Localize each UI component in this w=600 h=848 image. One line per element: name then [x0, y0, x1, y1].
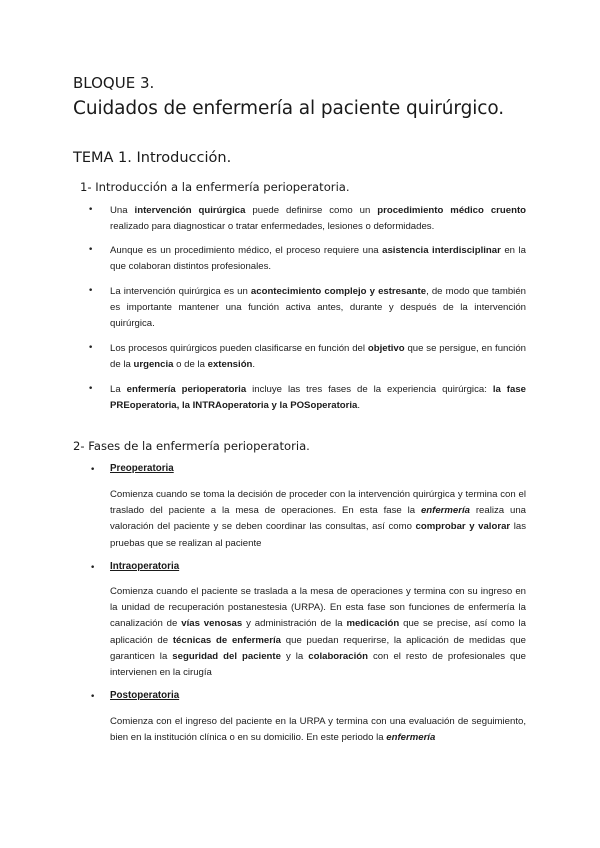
section-1-heading: 1- Introducción a la enfermería perioperatoria. — [80, 180, 350, 194]
bullet-paragraph: La enfermería perioperatoria incluye las tres fases de la experiencia quirúrgica: la fase PREoperatoria, la INTRAoperatoria y la POSoperatoria. — [110, 384, 526, 412]
phase-title-postoperatoria: Postoperatoria — [110, 690, 180, 701]
block-label: BLOQUE 3. — [73, 74, 155, 92]
bullet-paragraph: Aunque es un procedimiento médico, el proceso requiere una asistencia interdisciplinar en la que colaboran distintos profesionales. — [110, 245, 526, 273]
topic-heading: TEMA 1. Introducción. — [73, 150, 232, 166]
bullet-icon: • — [88, 245, 94, 255]
bullet-icon: • — [88, 286, 94, 296]
bullet-paragraph: Una intervención quirúrgica puede definirse como un procedimiento médico cruento realizado para diagnosticar o tratar enfermedades, lesiones o deformidades. — [110, 205, 527, 233]
bullet-icon: • — [88, 343, 94, 353]
bullet-icon: • — [88, 384, 94, 394]
phase-description: Comienza cuando el paciente se traslada a la mesa de operaciones y termina con su ingreso en la unidad de recuperación postanestesia (URPA). En esta fase son funciones de enfermería la canalización de vías venosas y administración de la medicación que se precise, así como la aplicación de técnicas de enfermería que puedan requerirse, la aplicación de medidas que garanticen la seguridad del paciente y la colaboración con el resto de profesionales que intervienen en la cirugía — [110, 586, 527, 679]
phase-description: Comienza cuando se toma la decisión de proceder con la intervención quirúrgica y termina con el traslado del paciente a la mesa de operaciones. En esta fase la enfermería realiza una valoración del paciente y se deben coordinar las consultas, así como comprobar y valorar las pruebas que se realizan al paciente — [110, 489, 526, 549]
bullet-icon: • — [88, 205, 94, 215]
bullet-paragraph: La intervención quirúrgica es un acontecimiento complejo y estresante, de modo que también es importante mantener una función activa antes, durante y después de la intervención quirúrgica. — [110, 286, 526, 330]
page-title: Cuidados de enfermería al paciente quirúrgico. — [73, 98, 505, 119]
section-2-heading: 2- Fases de la enfermería perioperatoria. — [73, 439, 310, 453]
bullet-paragraph: Los procesos quirúrgicos pueden clasificarse en función del objetivo que se persigue, en función de la urgencia o de la extensión. — [110, 343, 526, 371]
bullet-icon: • — [90, 465, 96, 475]
phase-title-intraoperatoria: Intraoperatoria — [110, 561, 180, 572]
bullet-icon: • — [90, 563, 96, 573]
phase-title-preoperatoria: Preoperatoria — [110, 463, 174, 474]
phase-description: Comienza con el ingreso del paciente en la URPA y termina con una evaluación de seguimiento, bien en la institución clínica o en su domicilio. En este periodo la enfermería — [110, 716, 526, 744]
bullet-icon: • — [90, 692, 96, 702]
